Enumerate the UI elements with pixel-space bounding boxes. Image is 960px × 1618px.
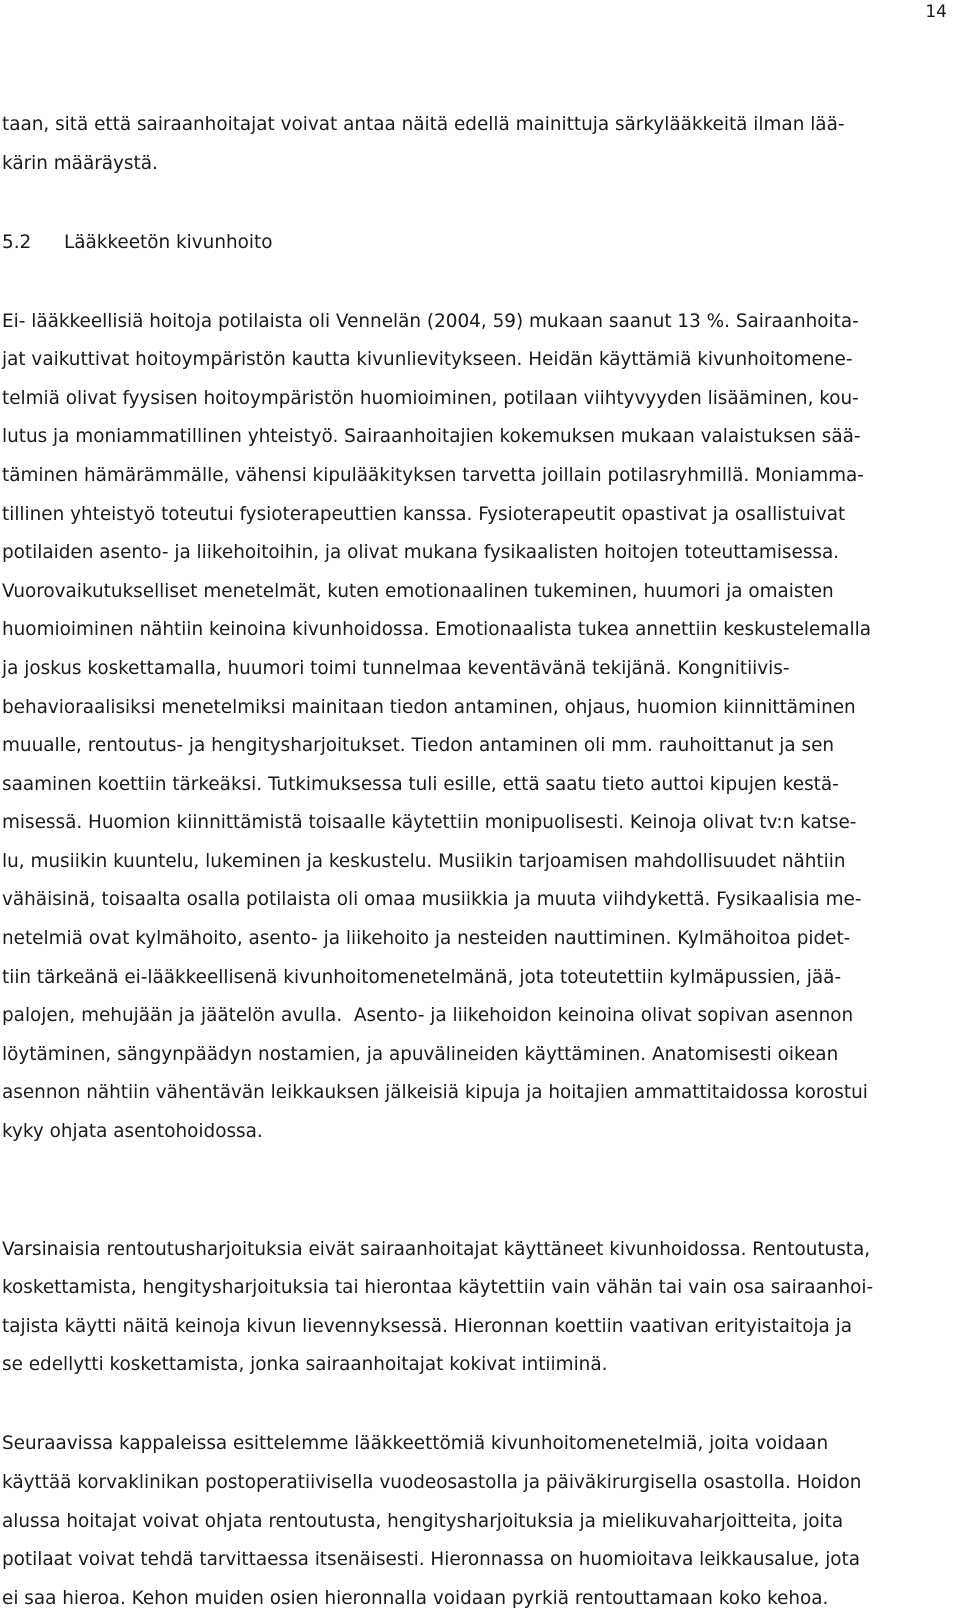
section-number: 5.2 [2, 231, 32, 253]
text-line: löytäminen, sängynpäädyn nostamien, ja apuvälineiden käyttäminen. Anatomisesti oikean [2, 1043, 839, 1065]
text-line: käyttää korvaklinikan postoperatiivisella vuodeosastolla ja päiväkirurgisella osastolla. Hoidon [2, 1471, 862, 1493]
text-line [2, 1152, 948, 1191]
text-line: ei saa hieroa. Kehon muiden osien hieronnalla voidaan pyrkiä rentouttamaan koko kehoa. [2, 1587, 829, 1609]
text-line: se edellytti koskettamista, jonka sairaanhoitajat kokivat intiiminä. [2, 1354, 608, 1376]
paragraph-4 [2, 1425, 948, 1618]
paragraph-gap [2, 1190, 948, 1230]
text-line: jat vaikuttivat hoitoympäristön kautta kivunlievitykseen. Heidän käyttämiä kivunhoitomene- [2, 349, 853, 371]
text-line: Varsinaisia rentoutusharjoituksia eivät sairaanhoitajat käyttäneet kivunhoidossa. Rentoutusta, [2, 1238, 871, 1260]
text-line: telmiä olivat fyysisen hoitoympäristön huomioiminen, potilaan viihtyvyyden lisääminen, kou- [2, 387, 859, 409]
paragraph-2 [2, 303, 948, 1191]
text-line: huomioiminen nähtiin keinoina kivunhoidossa. Emotionaalista tukea annettiin keskustelemalla [2, 619, 872, 641]
text-line: lutus ja moniammatillinen yhteistyö. Sairaanhoitajien kokemuksen mukaan valaistuksen sää- [2, 426, 861, 448]
text-line: saaminen koettiin tärkeäksi. Tutkimuksessa tuli esille, että saatu tieto auttoi kipujen kestä- [2, 773, 839, 795]
paragraph-1 [2, 106, 948, 183]
text-line: Seuraavissa kappaleissa esittelemme lääkkeettömiä kivunhoitomenetelmiä, joita voidaan [2, 1433, 829, 1455]
text-line: potilaat voivat tehdä tarvittaessa itsenäisesti. Hieronnassa on huomioitava leikkausalue, jota [2, 1549, 861, 1571]
document-body [2, 106, 948, 1618]
text-line: potilaiden asento- ja liikehoitoihin, ja olivat mukana fysikaalisten hoitojen toteuttamisessa. [2, 542, 840, 564]
text-line: kyky ohjata asentohoidossa. [2, 1121, 263, 1143]
text-line: koskettamista, hengitysharjoituksia tai hierontaa käytettiin vain vähän tai vain osa sairaanhoi- [2, 1277, 874, 1299]
section-heading [2, 224, 948, 263]
text-line: tillinen yhteistyö toteutui fysioterapeuttien kanssa. Fysioterapeutit opastivat ja osallistuivat [2, 503, 846, 525]
text-line: muualle, rentoutus- ja hengitysharjoitukset. Tiedon antaminen oli mm. rauhoittanut ja sen [2, 735, 835, 757]
text-line: kärin määräystä. [2, 152, 158, 174]
text-line: alussa hoitajat voivat ohjata rentoutusta, hengitysharjoituksia ja mielikuvaharjoitteita, joita [2, 1510, 844, 1532]
text-line: taan, sitä että sairaanhoitajat voivat antaa näitä edellä mainittuja särkylääkkeitä ilman lää- [2, 114, 845, 135]
paragraph-gap [2, 262, 948, 302]
text-line: tiin tärkeänä ei-lääkkeellisenä kivunhoitomenetelmänä, jota toteutettiin kylmäpussien, jää- [2, 966, 842, 988]
text-line: behavioraalisiksi menetelmiksi mainitaan tiedon antaminen, ohjaus, huomion kiinnittäminen [2, 696, 856, 718]
paragraph-3 [2, 1231, 948, 1385]
text-line: misessä. Huomion kiinnittämistä toisaalle käytettiin monipuolisesti. Keinoja olivat tv:n katse- [2, 812, 857, 834]
text-line: Ei- lääkkeellisiä hoitoja potilaista oli Vennelän (2004, 59) mukaan saanut 13 %. Sairaanhoita- [2, 310, 859, 332]
text-line: tajista käytti näitä keinoja kivun lievennyksessä. Hieronnan koettiin vaativan erityistaitoja ja [2, 1315, 853, 1337]
text-line: Vuorovaikutukselliset menetelmät, kuten emotionaalinen tukeminen, huumori ja omaisten [2, 580, 834, 602]
text-line: täminen hämärämmälle, vähensi kipulääkityksen tarvetta joillain potilasryhmillä. Moniamma- [2, 464, 864, 486]
text-line: asennon nähtiin vähentävän leikkauksen jälkeisiä kipuja ja hoitajien ammattitaidossa korostui [2, 1082, 868, 1104]
text-line: ja joskus koskettamalla, huumori toimi tunnelmaa keventävänä tekijänä. Kongnitiivis- [2, 657, 790, 679]
text-line: netelmiä ovat kylmähoito, asento- ja liikehoito ja nesteiden nauttiminen. Kylmähoitoa pidet- [2, 928, 851, 950]
text-line: vähäisinä, toisaalta osalla potilaista oli omaa musiikkia ja muuta viihdykettä. Fysikaalisia me- [2, 889, 862, 911]
page-number: 14 [925, 2, 947, 22]
section-title: Lääkkeetön kivunhoito [64, 231, 273, 253]
text-line: lu, musiikin kuuntelu, lukeminen ja keskustelu. Musiikin tarjoamisen mahdollisuudet nähtiin [2, 850, 846, 872]
text-line: palojen, mehujään ja jäätelön avulla. Asento- ja liikehoidon keinoina olivat sopivan asennon [2, 1005, 854, 1027]
paragraph-gap [2, 1385, 948, 1425]
paragraph-gap [2, 183, 948, 223]
